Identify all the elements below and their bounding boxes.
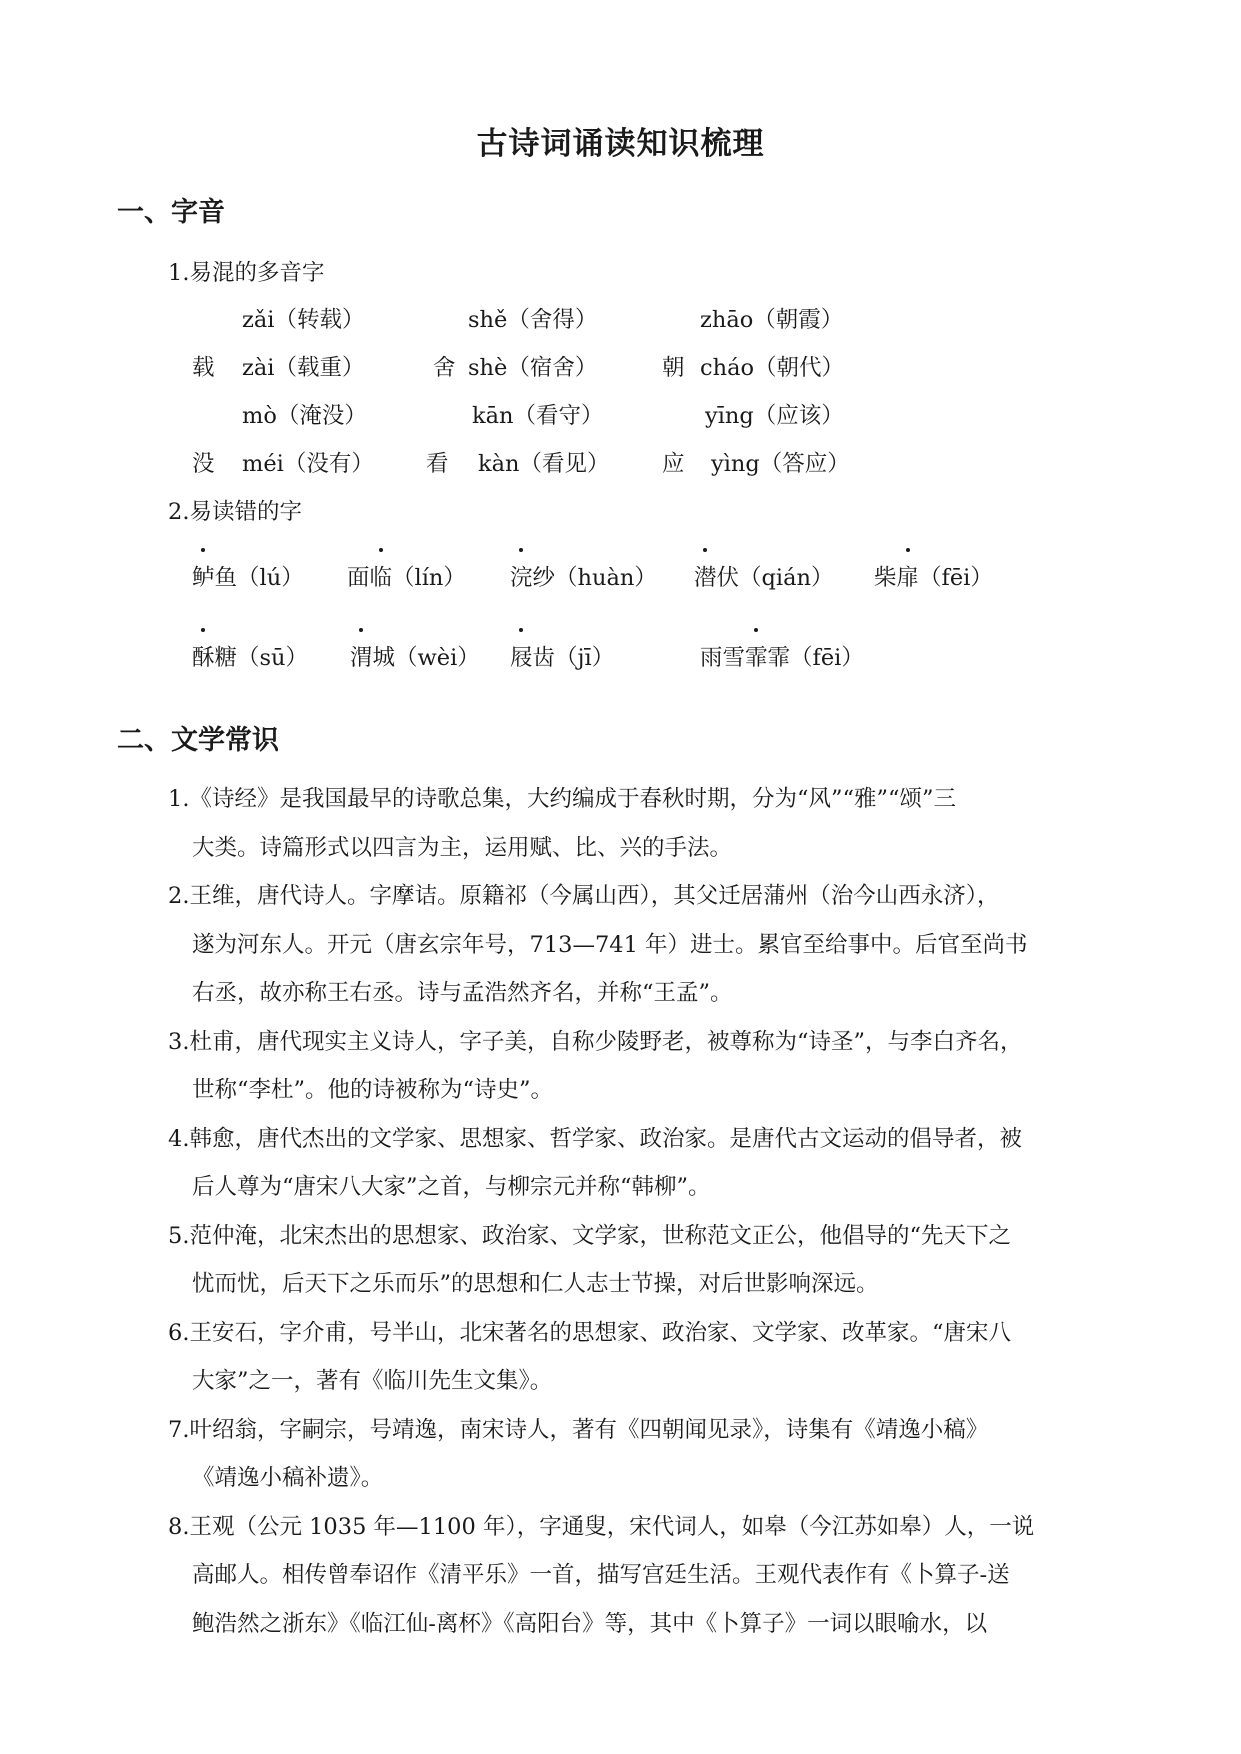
pinyin-entry: shè（宿舍） bbox=[468, 355, 598, 381]
emphasis-char: 浣 bbox=[510, 560, 533, 592]
emphasis-char: 霏 bbox=[745, 640, 768, 672]
pinyin-entry: mò（淹没） bbox=[242, 403, 367, 429]
list-item-line: 8.王观（公元 1035 年—1100 年），字通叟，宋代词人，如皋（今江苏如皋）人，一说 bbox=[168, 1513, 1035, 1540]
word-rest: 霏（fēi） bbox=[767, 645, 864, 671]
pinyin-entry: kàn（看见） bbox=[478, 451, 610, 477]
pinyin-entry: kān（看守） bbox=[472, 403, 604, 429]
page-title: 古诗词诵读知识梳理 bbox=[476, 126, 765, 162]
polyphonic-char: 舍 bbox=[433, 355, 456, 381]
polyphonic-char: 载 bbox=[192, 355, 215, 381]
word-rest: 纱（huàn） bbox=[532, 565, 657, 591]
word-entry bbox=[350, 640, 480, 672]
word-prefix: 雨雪 bbox=[700, 645, 746, 671]
emphasis-char: 临 bbox=[370, 560, 393, 592]
list-item-line: 大家”之一，著有《临川先生文集》。 bbox=[192, 1368, 553, 1394]
pinyin-entry: zài（载重） bbox=[242, 355, 365, 381]
list-item-line: 右丞，故亦称王右丞。诗与孟浩然齐名，并称“王孟”。 bbox=[192, 980, 733, 1006]
list-item-line: 4.韩愈，唐代杰出的文学家、思想家、哲学家、政治家。是唐代古文运动的倡导者，被 bbox=[168, 1125, 1022, 1152]
emphasis-char: 酥 bbox=[192, 640, 215, 672]
list-item-line: 大类。诗篇形式以四言为主，运用赋、比、兴的手法。 bbox=[192, 834, 733, 861]
pinyin-entry: shě（舍得） bbox=[468, 307, 598, 333]
word-rest: （lín） bbox=[392, 565, 466, 591]
section-heading-pronunciation: 一、字音 bbox=[117, 197, 225, 228]
word-entry bbox=[510, 560, 657, 592]
polyphonic-char: 没 bbox=[192, 451, 215, 477]
word-prefix: 柴 bbox=[874, 565, 897, 591]
word-rest: 鱼（lú） bbox=[214, 565, 304, 591]
pinyin-entry: yìng（答应） bbox=[711, 451, 850, 477]
word-entry bbox=[694, 560, 834, 592]
literature-list bbox=[168, 775, 1128, 1648]
list-item-line: 3.杜甫，唐代现实主义诗人，字子美，自称少陵野老，被尊称为“诗圣”，与李白齐名， bbox=[168, 1028, 1023, 1055]
polyphonic-char: 应 bbox=[662, 451, 685, 477]
pinyin-entry: zǎi（转载） bbox=[242, 307, 365, 333]
word-entry bbox=[192, 560, 304, 592]
pinyin-entry: yīng（应该） bbox=[705, 403, 844, 429]
word-rest: 糖（sū） bbox=[214, 645, 309, 671]
list-item-line: 2.王维，唐代诗人。字摩诘。原籍祁（今属山西），其父迁居蒲州（治今山西永济）， bbox=[168, 883, 1000, 909]
pinyin-entry: zhāo（朝霞） bbox=[700, 307, 844, 333]
list-item-line: 忧而忧，后天下之乐而乐”的思想和仁人志士节操，对后世影响深远。 bbox=[192, 1271, 879, 1297]
list-item-line: 1.《诗经》是我国最早的诗歌总集，大约编成于春秋时期，分为“风”“雅”“颂”三 bbox=[168, 786, 956, 812]
word-entry bbox=[192, 640, 308, 672]
list-item-line: 世称“李杜”。他的诗被称为“诗史”。 bbox=[192, 1077, 554, 1103]
polyphonic-char: 朝 bbox=[662, 355, 685, 381]
word-entry bbox=[510, 640, 614, 672]
word-prefix: 面 bbox=[347, 565, 370, 591]
emphasis-char: 潜 bbox=[694, 560, 717, 592]
list-item-line: 《靖逸小稿补遗》。 bbox=[192, 1465, 384, 1491]
word-entry bbox=[874, 560, 993, 592]
subheading-polyphonic: 1.易混的多音字 bbox=[168, 260, 325, 286]
list-item-line: 遂为河东人。开元（唐玄宗年号，713—741 年）进士。累官至给事中。后官至尚书 bbox=[192, 931, 1028, 958]
list-item-line: 7.叶绍翁，字嗣宗，号靖逸，南宋诗人，著有《四朝闻见录》，诗集有《靖逸小稿》 bbox=[168, 1416, 989, 1443]
list-item-line: 高邮人。相传曾奉诏作《清平乐》一首，描写宫廷生活。王观代表作有《卜算子-送 bbox=[192, 1562, 1010, 1588]
pinyin-entry: cháo（朝代） bbox=[700, 355, 845, 381]
subheading-misread: 2.易读错的字 bbox=[168, 499, 302, 525]
list-item-line: 6.王安石，字介甫，号半山，北宋著名的思想家、政治家、文学家、改革家。“唐宋八 bbox=[168, 1319, 1011, 1346]
polyphonic-char: 看 bbox=[426, 451, 449, 477]
pinyin-entry: méi（没有） bbox=[242, 451, 374, 477]
emphasis-char: 扉 bbox=[897, 560, 920, 592]
word-rest: 城（wèi） bbox=[372, 645, 480, 671]
word-entry bbox=[347, 560, 466, 592]
word-entry bbox=[700, 640, 864, 672]
emphasis-char: 渭 bbox=[350, 640, 373, 672]
section-heading-literature: 二、文学常识 bbox=[117, 725, 279, 756]
word-rest: 齿（jī） bbox=[532, 645, 615, 671]
emphasis-char: 屐 bbox=[510, 640, 533, 672]
word-rest: 伏（qián） bbox=[716, 565, 834, 591]
list-item-line: 5.范仲淹，北宋杰出的思想家、政治家、文学家，世称范文正公，他倡导的“先天下之 bbox=[168, 1222, 1011, 1249]
list-item-line: 后人尊为“唐宋八大家”之首，与柳宗元并称“韩柳”。 bbox=[192, 1174, 711, 1200]
word-rest: （fēi） bbox=[919, 565, 993, 591]
list-item-line: 鲍浩然之浙东》《临江仙-离杯》《高阳台》等，其中《卜算子》一词以眼喻水，以 bbox=[192, 1610, 988, 1637]
emphasis-char: 鲈 bbox=[192, 560, 215, 592]
